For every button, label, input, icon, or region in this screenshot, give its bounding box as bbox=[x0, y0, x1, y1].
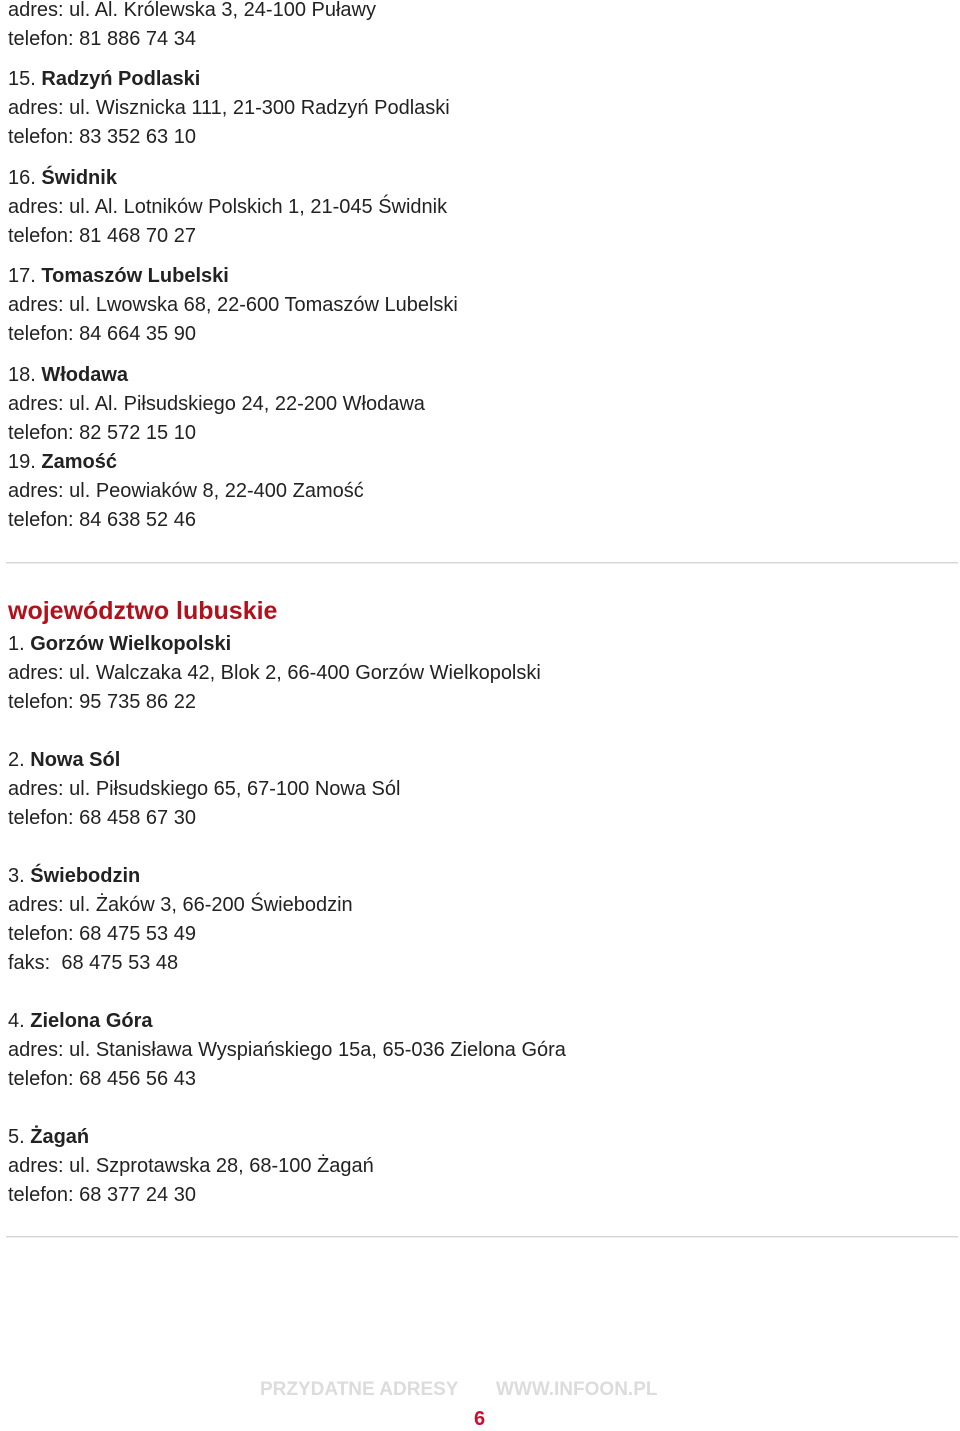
entry-number: 19. bbox=[8, 451, 36, 473]
city-name: Tomaszów Lubelski bbox=[41, 265, 229, 287]
fax-line: faks: 68 475 53 48 bbox=[8, 952, 179, 974]
phone-line: telefon: 68 456 56 43 bbox=[8, 1068, 196, 1090]
entry-number: 3. bbox=[8, 865, 25, 887]
entry-number: 2. bbox=[8, 749, 25, 771]
entry-number: 15. bbox=[8, 68, 36, 90]
phone-line: telefon: 81 886 74 34 bbox=[8, 28, 196, 50]
entry-number: 4. bbox=[8, 1010, 25, 1032]
entry-title bbox=[8, 1125, 89, 1149]
address-line: adres: ul. Szprotawska 28, 68-100 Żagań bbox=[8, 1155, 374, 1177]
address-line: adres: ul. Lwowska 68, 22-600 Tomaszów Lubelski bbox=[8, 294, 458, 316]
address-line: adres: ul. Żaków 3, 66-200 Świebodzin bbox=[8, 894, 353, 916]
address-line: adres: ul. Wisznicka 111, 21-300 Radzyń Podlaski bbox=[8, 97, 450, 119]
entry-title bbox=[8, 632, 231, 656]
entry-number: 17. bbox=[8, 265, 36, 287]
entry-title bbox=[8, 450, 117, 474]
entry-title bbox=[8, 864, 140, 888]
city-name: Zielona Góra bbox=[30, 1010, 153, 1032]
entry-number: 5. bbox=[8, 1126, 25, 1148]
section-divider bbox=[6, 1236, 958, 1238]
phone-line: telefon: 68 458 67 30 bbox=[8, 807, 196, 829]
city-name: Radzyń Podlaski bbox=[41, 68, 201, 90]
entry-number: 18. bbox=[8, 364, 36, 386]
entry-title bbox=[8, 67, 200, 91]
city-name: Gorzów Wielkopolski bbox=[30, 633, 232, 655]
footer-label: PRZYDATNE ADRESY bbox=[260, 1379, 459, 1400]
footer-site: WWW.INFOON.PL bbox=[496, 1379, 658, 1400]
city-name: Włodawa bbox=[41, 364, 129, 386]
phone-line: telefon: 68 377 24 30 bbox=[8, 1184, 196, 1206]
city-name: Świdnik bbox=[41, 167, 117, 189]
address-line: adres: ul. Al. Piłsudskiego 24, 22-200 Włodawa bbox=[8, 393, 425, 415]
entry-title bbox=[8, 166, 117, 190]
phone-line: telefon: 84 664 35 90 bbox=[8, 323, 196, 345]
address-line: adres: ul. Peowiaków 8, 22-400 Zamość bbox=[8, 480, 364, 502]
city-name: Nowa Sól bbox=[30, 749, 121, 771]
entry-title bbox=[8, 1009, 153, 1033]
entry-number: 1. bbox=[8, 633, 25, 655]
section-heading: województwo lubuskie bbox=[8, 597, 278, 625]
entry-number: 16. bbox=[8, 167, 36, 189]
phone-line: telefon: 83 352 63 10 bbox=[8, 126, 196, 148]
city-name: Świebodzin bbox=[30, 865, 141, 887]
phone-line: telefon: 81 468 70 27 bbox=[8, 225, 196, 247]
page-number: 6 bbox=[474, 1408, 486, 1430]
phone-line: telefon: 82 572 15 10 bbox=[8, 422, 196, 444]
address-line: adres: ul. Stanisława Wyspiańskiego 15a, 65-036 Zielona Góra bbox=[8, 1039, 566, 1061]
address-line: adres: ul. Piłsudskiego 65, 67-100 Nowa Sól bbox=[8, 778, 401, 800]
address-line: adres: ul. Al. Lotników Polskich 1, 21-045 Świdnik bbox=[8, 196, 448, 218]
phone-line: telefon: 84 638 52 46 bbox=[8, 509, 196, 531]
entry-title bbox=[8, 264, 229, 288]
city-name: Żagań bbox=[30, 1126, 90, 1148]
phone-line: telefon: 95 735 86 22 bbox=[8, 691, 196, 713]
entry-title bbox=[8, 748, 120, 772]
address-line: adres: ul. Al. Królewska 3, 24-100 Puławy bbox=[8, 0, 376, 21]
section-divider bbox=[6, 562, 958, 564]
entry-title bbox=[8, 363, 128, 387]
city-name: Zamość bbox=[41, 451, 117, 473]
phone-line: telefon: 68 475 53 49 bbox=[8, 923, 196, 945]
address-line: adres: ul. Walczaka 42, Blok 2, 66-400 Gorzów Wielkopolski bbox=[8, 662, 541, 684]
